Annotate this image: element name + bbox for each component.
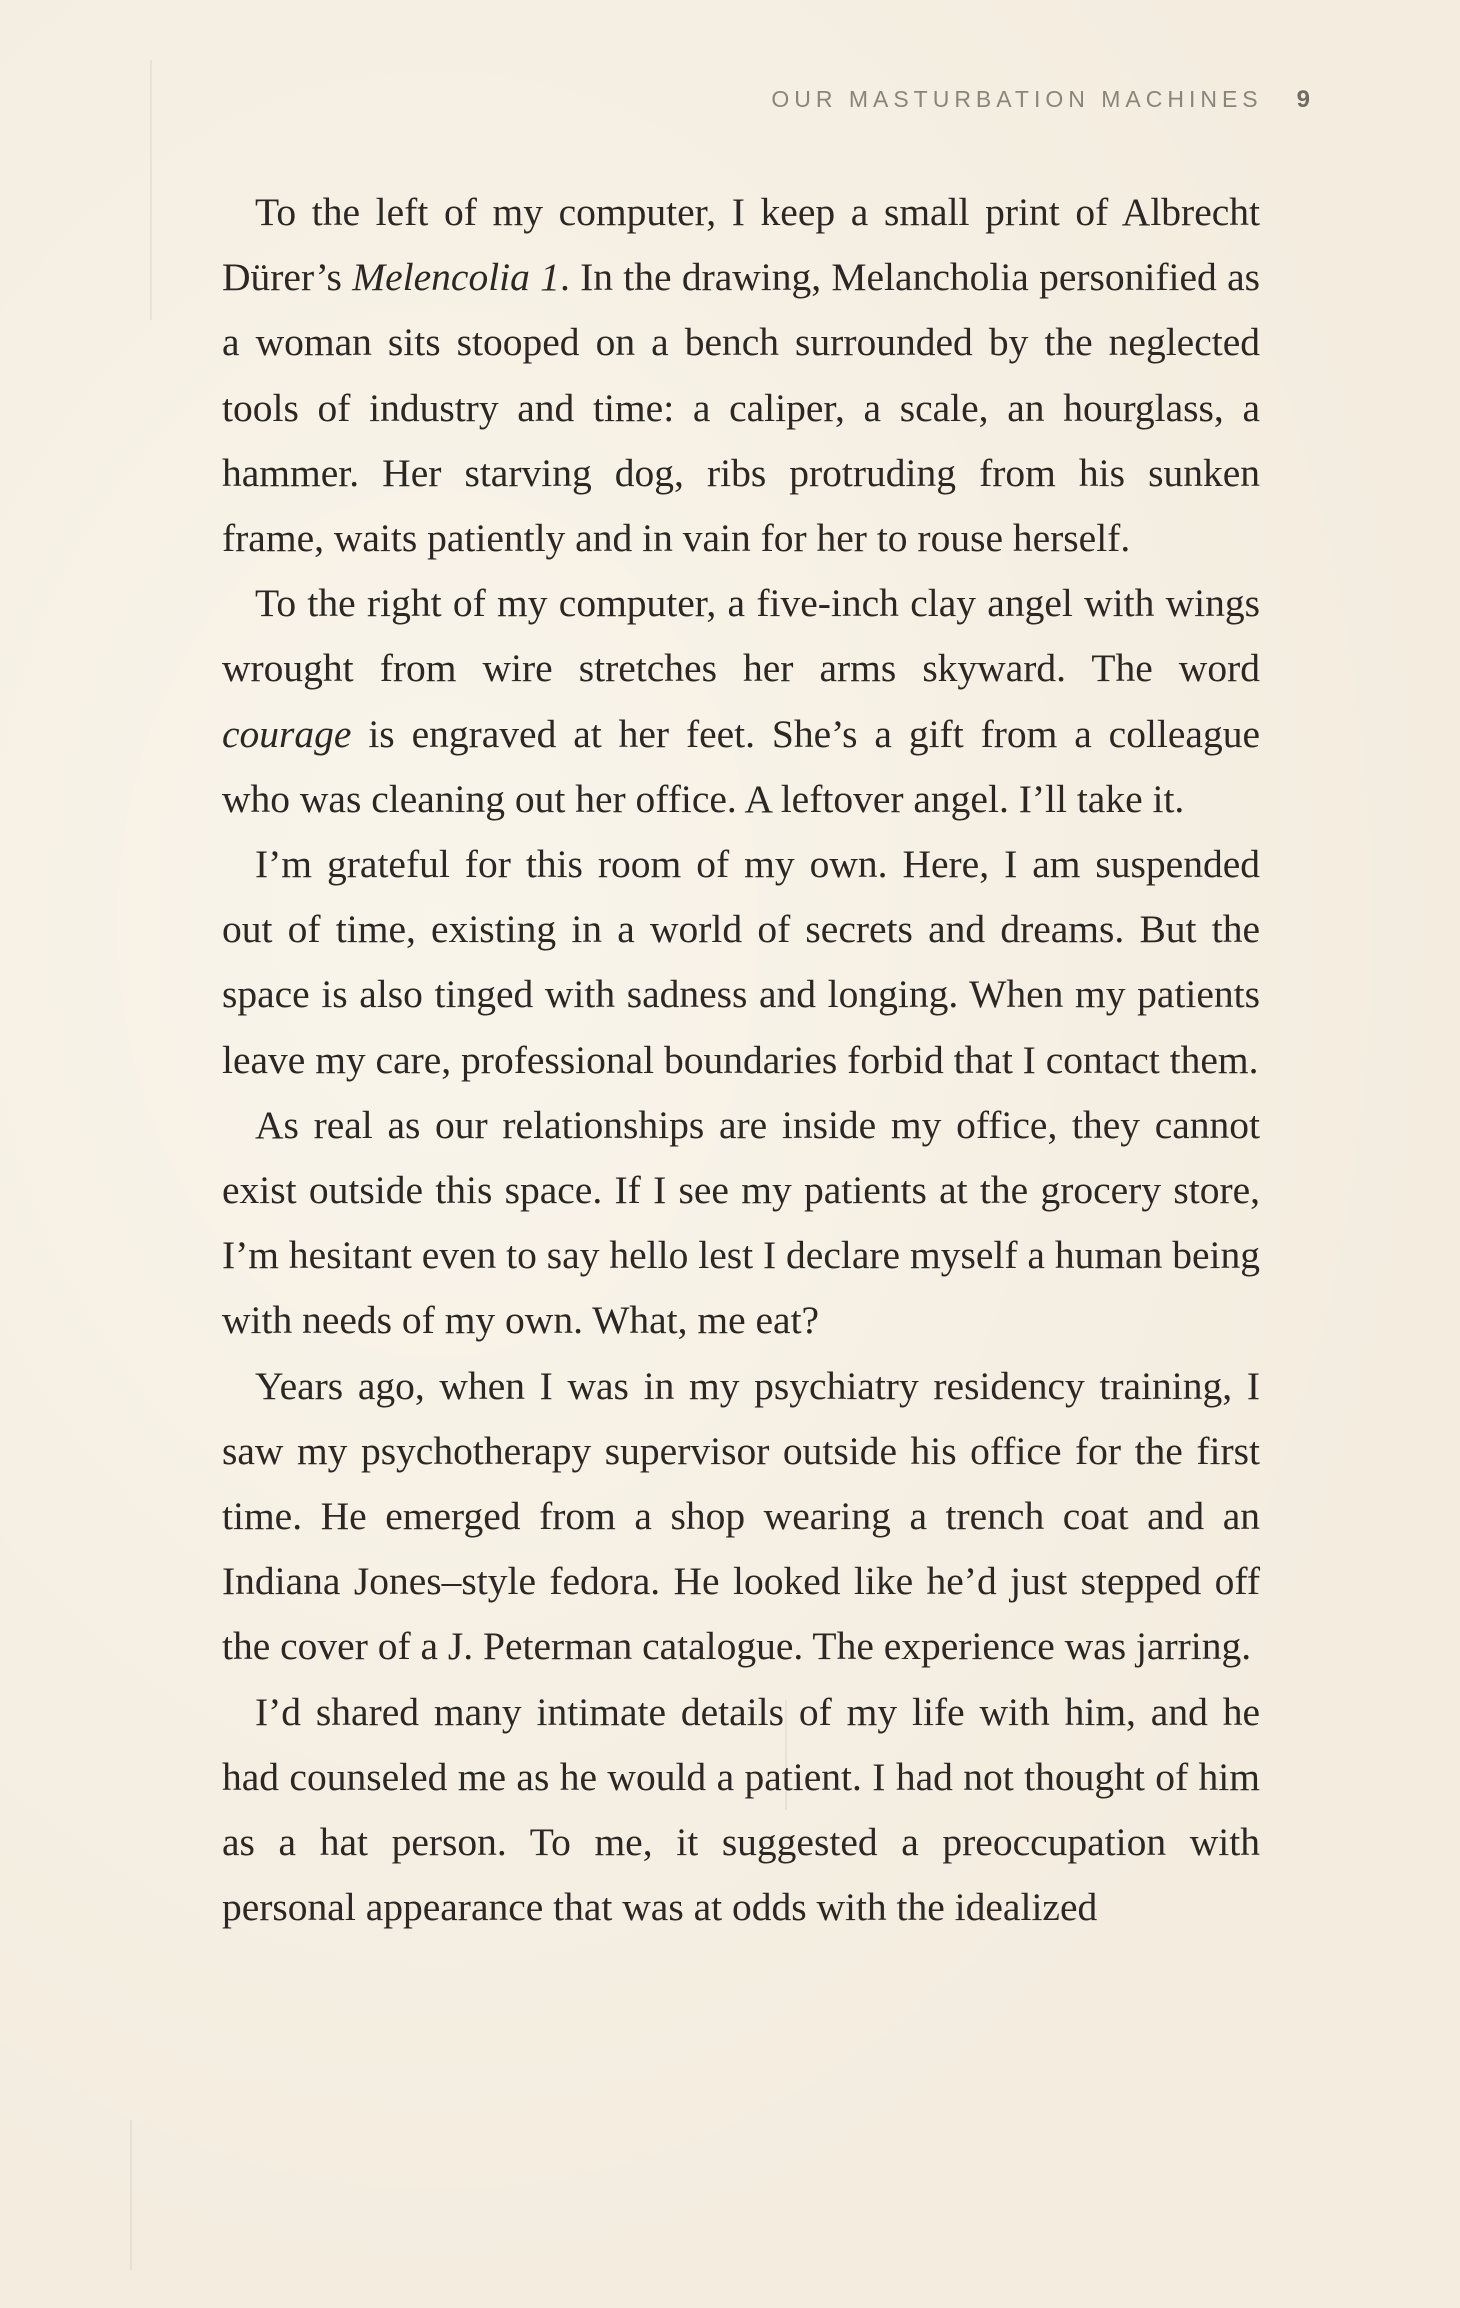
paragraph-2 [222, 571, 1260, 832]
text-run: To the left of my computer, I keep a small print of Albrecht Dürer’s [222, 190, 1260, 300]
paragraph-4: As real as our relationships are inside my office, they cannot exist outside this space. If I see my patients at the grocery store, I’m hesitant even to say hello lest I declare myself a human being with needs of my own. What, me eat? [222, 1102, 1260, 1343]
paragraph-5: Years ago, when I was in my psychiatry residency training, I saw my psychotherapy supervisor outside his office for the first time. He emerged from a shop wearing a trench coat and an Indiana Jones–style fedora. He looked like he’d just stepped off the cover of a J. Peterman catalogue. The experience was jarring. [222, 1363, 1260, 1669]
body-text [222, 180, 1260, 1940]
running-title: OUR MASTURBATION MACHINES [771, 86, 1263, 112]
paragraph-3: I’m grateful for this room of my own. Here, I am suspended out of time, existing in a world of secrets and dreams. But the space is also tinged with sadness and longing. When my patients leave my care, professional boundaries forbid that I contact them. [222, 842, 1260, 1082]
italic-title: Melencolia 1 [352, 255, 560, 300]
show-through-mark [130, 2120, 132, 2270]
text-run: . In the drawing, Melancholia personified as a woman sits stooped on a bench surrounded by the neglected tools of industry and time: a caliper, a scale, an hourglass, a hammer. Her starving dog, ribs protruding from his sunken frame, waits patiently and in vain for her to rouse herself. [222, 255, 1260, 561]
paragraph-6: I’d shared many intimate details of my life with him, and he had counseled me as he would a patient. I had not thought of him as a hat person. To me, it suggested a preoccupation with personal appearance that was at odds with the idealized [222, 1689, 1260, 1930]
paragraph-1 [222, 180, 1260, 571]
italic-word: courage [222, 711, 352, 756]
text-run: is engraved at her feet. She’s a gift from a colleague who was cleaning out her office. A leftover angel. I’ll take it. [222, 711, 1260, 821]
running-head [771, 86, 1310, 114]
text-run: To the right of my computer, a five-inch clay angel with wings wrought from wire stretches her arms skyward. The word [222, 581, 1260, 691]
page-number: 9 [1296, 86, 1310, 113]
show-through-mark [150, 60, 152, 320]
